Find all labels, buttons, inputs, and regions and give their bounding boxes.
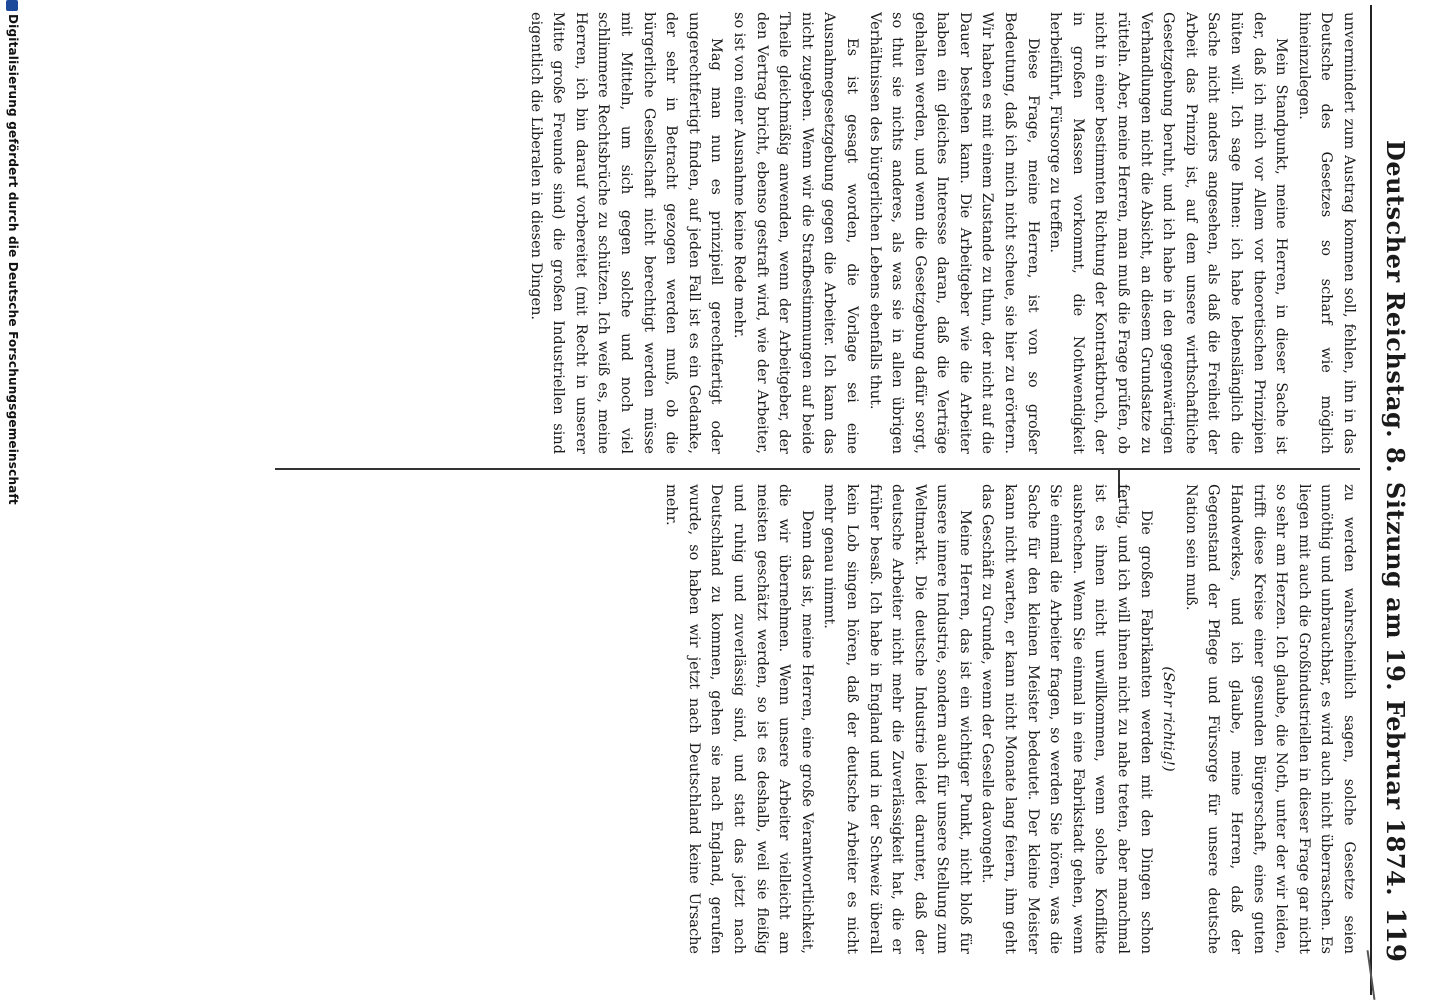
left-paragraph: Es ist gesagt worden, die Vorlage sei eine Ausnahmegesetzgebung gegen die Arbeiter. Ich kann das nicht zugeben. Wenn wir die Strafbestimmungen auf beide Theile gleichmäßig anwenden, wenn der Arbeitgeber, der den Vertrag bricht, ebenso gestraft wird, wie der Arbeiter, so ist von einer Ausnahme keine Rede mehr. [730,12,860,454]
header-rule [1370,5,1372,995]
digitization-footer [2,0,20,1000]
right-paragraph: zu werden wahrscheinlich sagen, solche Gesetze seien unnöthig und unbrauchbar, es wird auch nicht überraschen. Es liegen mit auch die Großindustriellen in dieser Frage gar nicht so sehr am Herzen. Ich glaube, die Noth, unter der wir leiden, trifft diese Kreise einer gesunden Bürgerschaft, eines guten Handwerkes, und ich glaube, meine Herren, daß der Gegenstand der Pflege und Fürsorge für unsere deutsche Nation sein muß. [1182,484,1357,954]
page-header [1360,0,1410,1000]
digitization-note: Digitalisierung gefördert durch die Deutsche Forschungsgemeinschaft [6,14,20,505]
right-paragraph: Meine Herren, das ist ein wichtiger Punkt, nicht bloß für unsere innere Industrie, sondern auch für unsere Stellung zum Weltmarkt. Die deutsche Industrie leidet darunter, daß der deutsche Arbeiter nicht mehr die Zuverlässigkeit hat, die er früher besaß. Ich habe in England und in der Schweiz überall kein Lob singen hören, daß der deutsche Arbeiter es nicht mehr genau nimmt. [821,484,973,954]
page-title: Deutscher Reichstag. 8. Sitzung am 19. Februar 1874. [1381,140,1410,897]
column-divider [275,468,1360,470]
right-column [280,484,1360,954]
left-paragraph: Diese Frage, meine Herren, ist von so großer Bedeutung, daß ich mich nicht scheue, sie hier zu erörtern. Wir haben es mit einem Zustande zu thun, der nicht auf die Dauer bestehen kann. Die Arbeitgeber wie die Arbeiter haben ein gleiches Interesse daran, daß die Verträge gehalten werden, und wenn die Gesetzgebung dafür sorgt, so thut sie nichts anderes, als was sie in allen übrigen Verhältnissen des bürgerlichen Lebens ebenfalls thut. [866,12,1041,454]
page-number: 119 [1380,907,1410,962]
left-column [280,12,1360,454]
left-paragraph: unvermindert zum Austrag kommen soll, fehlen, ihn in das Deutsche des Gesetzes so scharf wie möglich hineinzulegen. [1295,12,1357,454]
right-paragraph: Denn das ist, meine Herren, eine große Verantwortlichkeit, die wir übernehmen. Wenn unsere Arbeiter vielleicht am meisten geschätzt werden, so ist es deshalb, weil sie fleißig und ruhig und zuverlässig sind, und statt das jetzt nach Deutschland zu kommen, gehen sie nach England, gerufen wurde, so haben wir jetzt nach Deutschland keine Ursache mehr. [663,484,815,954]
left-paragraph: Mein Standpunkt, meine Herren, in dieser Sache ist der, daß ich mich vor Allem vor theoretischen Prinzipien hüten will. Ich sage Ihnen: ich habe lebenslänglich die Sache nicht anders angesehen, als daß die Freiheit der Arbeit das Prinzip ist, auf dem unsere wirthschaftliche Gesetzgebung beruht, und ich habe in den gegenwärtigen Verhandlungen nicht die Absicht, an diesem Grundsatze zu rütteln. Aber, meine Herren, man muß die Frage prüfen, ob nicht in einer bestimmten Richtung der Kontraktbruch, der in großen Massen vorkommt, die Nothwendigkeit herbeiführt, Fürsorge zu treffen. [1047,12,1290,454]
dfg-logo-icon [6,0,18,11]
right-paragraph: Die großen Fabrikanten werden mit den Dingen schon fertig, und ich will ihnen nicht zu nahe treten, aber manchmal ist es ihnen nicht unwillkommen, wenn solche Konflikte ausbrechen. Wenn Sie einmal in eine Fabrikstadt gehen, wenn Sie einmal die Arbeiter fragen, so werden Sie hören, was die Sache für den kleinen Meister bedeutet. Der kleine Meister kann nicht warten, er kann nicht Monate lang feiern, ihm geht das Geschäft zu Grunde, wenn der Geselle davongeht. [979,484,1154,954]
applause-note: (Sehr richtig!) [1160,666,1177,772]
left-paragraph: Mag man nun es prinzipiell gerechtfertigt oder ungerechtfertigt finden, auf jeden Fall ist es ein Gedanke, der sehr in Betracht gezogen werden muß, ob die bürgerliche Gesellschaft nicht berechtigt werden müsse mit Mitteln, um sich gegen solche und noch viel schlimmere Rechtsbrüche zu schützen. Ich weiß es, meine Herren, ich bin darauf vorbereitet (mit Recht in unserer Mitte große Freunde sind) die großen Industriellen sind eigentlich die Liberalen in diesen Dingen. [527,12,725,454]
